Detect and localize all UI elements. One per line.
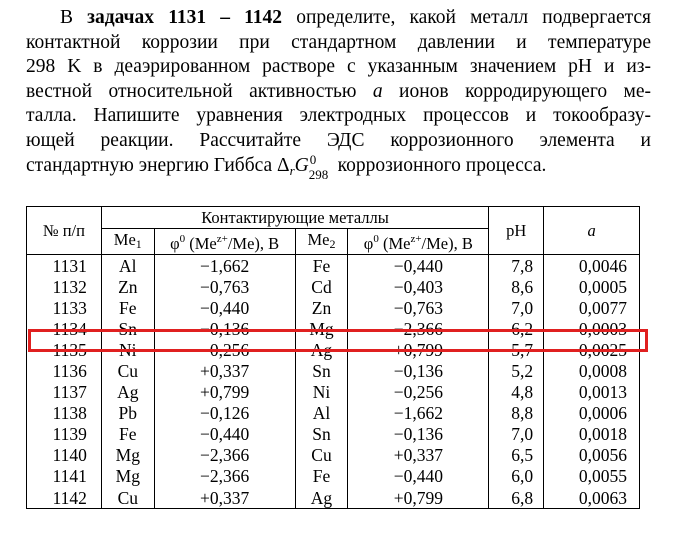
cell-phi1: −0,763 xyxy=(154,276,295,297)
cell-ph: 7,0 xyxy=(489,297,544,318)
table-row xyxy=(27,382,640,403)
cell-me2: Mg xyxy=(295,318,348,339)
cell-num: 1142 xyxy=(27,487,102,509)
table-row xyxy=(27,487,640,509)
phi-superscript: 0 xyxy=(373,233,379,245)
cell-phi1: −0,136 xyxy=(154,318,295,339)
bold-problem-range: задачах 1131 – 1142 xyxy=(87,7,283,28)
cell-phi1: +0,337 xyxy=(154,487,295,509)
gibbs-symbol: G xyxy=(294,154,309,176)
table-row xyxy=(27,403,640,424)
cell-phi1: −0,256 xyxy=(154,339,295,360)
header-phi2 xyxy=(348,229,489,255)
cell-me1: Pb xyxy=(101,403,154,424)
cell-me2: Cu xyxy=(295,445,348,466)
cell-activity: 0,0055 xyxy=(544,466,640,487)
cell-phi2: −0,403 xyxy=(348,276,489,297)
cell-activity: 0,0003 xyxy=(544,318,640,339)
cell-phi2: −0,440 xyxy=(348,466,489,487)
cell-me1: Ag xyxy=(101,382,154,403)
gibbs-superscript: 0 xyxy=(309,151,317,167)
cell-num: 1136 xyxy=(27,360,102,381)
statement-line-3: 298 K в деаэрированном растворе с указанным значением pH и из- xyxy=(26,56,651,78)
statement-line-4 xyxy=(26,80,651,105)
cell-phi1: −2,366 xyxy=(154,445,295,466)
cell-phi2: −0,256 xyxy=(348,382,489,403)
cell-activity: 0,0063 xyxy=(544,487,640,509)
cell-phi2: −0,763 xyxy=(348,297,489,318)
header-num: № п/п xyxy=(27,207,102,255)
cell-me2: Al xyxy=(295,403,348,424)
charge-superscript: z+ xyxy=(216,233,228,245)
cell-num: 1134 xyxy=(27,318,102,339)
cell-phi2: −1,662 xyxy=(348,403,489,424)
cell-phi1: +0,799 xyxy=(154,382,295,403)
cell-num: 1140 xyxy=(27,445,102,466)
text-fragment: определите, какой металл подвергается xyxy=(282,7,651,28)
cell-me1: Sn xyxy=(101,318,154,339)
table-row xyxy=(27,445,640,466)
header-me2 xyxy=(295,229,348,255)
text-fragment: вестной относительной активностью xyxy=(26,80,373,102)
cell-phi1: +0,337 xyxy=(154,360,295,381)
cell-me2: Sn xyxy=(295,424,348,445)
delta-symbol: Δ xyxy=(277,154,290,176)
cell-me1: Cu xyxy=(101,487,154,509)
cell-phi1: −0,440 xyxy=(154,297,295,318)
header-me1 xyxy=(101,229,154,255)
me2-subscript: 2 xyxy=(329,236,336,251)
cell-ph: 7,0 xyxy=(489,424,544,445)
cell-phi1: −0,440 xyxy=(154,424,295,445)
gibbs-subscript: 298 xyxy=(308,166,329,182)
cell-ph: 6,0 xyxy=(489,466,544,487)
cell-activity: 0,0013 xyxy=(544,382,640,403)
problem-statement xyxy=(26,6,651,183)
cell-ph: 4,8 xyxy=(489,382,544,403)
cell-me2: Sn xyxy=(295,360,348,381)
cell-me2: Fe xyxy=(295,466,348,487)
header-activity: a xyxy=(544,207,640,255)
table-row xyxy=(27,339,640,360)
table-row xyxy=(27,297,640,318)
cell-me1: Zn xyxy=(101,276,154,297)
cell-phi1: −1,662 xyxy=(154,255,295,277)
table-row xyxy=(27,276,640,297)
gibbs-scripts xyxy=(308,151,333,182)
cell-phi2: +0,799 xyxy=(348,339,489,360)
phi-symbol: φ xyxy=(170,234,180,253)
cell-ph: 5,2 xyxy=(489,360,544,381)
cell-ph: 7,8 xyxy=(489,255,544,277)
cell-me2: Cd xyxy=(295,276,348,297)
cell-ph: 6,8 xyxy=(489,487,544,509)
cell-num: 1137 xyxy=(27,382,102,403)
cell-activity: 0,0056 xyxy=(544,445,640,466)
cell-activity: 0,0018 xyxy=(544,424,640,445)
cell-num: 1133 xyxy=(27,297,102,318)
phi-mid: (Me xyxy=(185,234,217,253)
cell-me1: Cu xyxy=(101,360,154,381)
statement-line-6: ющей реакции. Рассчитайте ЭДС коррозионного элемента и xyxy=(26,129,651,151)
cell-me1: Mg xyxy=(101,445,154,466)
table-row xyxy=(27,255,640,277)
activity-symbol: a xyxy=(372,80,383,102)
phi-mid: (Me xyxy=(378,234,411,253)
cell-ph: 8,6 xyxy=(489,276,544,297)
text-fragment: коррозионного процесса. xyxy=(332,154,547,176)
phi-superscript: 0 xyxy=(179,233,186,245)
phi-end: /Me), В xyxy=(421,234,473,253)
cell-activity: 0,0008 xyxy=(544,360,640,381)
cell-me2: Ag xyxy=(295,339,348,360)
phi-symbol: φ xyxy=(363,234,374,253)
header-ph: pH xyxy=(489,207,544,255)
statement-line-5: талла. Напишите уравнения электродных процессов и токообразу- xyxy=(26,105,651,127)
cell-num: 1135 xyxy=(27,339,102,360)
cell-phi2: +0,799 xyxy=(348,487,489,509)
table-row-highlighted xyxy=(27,318,640,339)
cell-phi1: −2,366 xyxy=(154,466,295,487)
statement-line-1 xyxy=(26,6,651,31)
cell-ph: 8,8 xyxy=(489,403,544,424)
cell-num: 1132 xyxy=(27,276,102,297)
text-fragment: ионов корродирующего ме- xyxy=(382,80,652,102)
cell-activity: 0,0006 xyxy=(544,403,640,424)
cell-activity: 0,0077 xyxy=(544,297,640,318)
table-row xyxy=(27,360,640,381)
cell-num: 1131 xyxy=(27,255,102,277)
cell-activity: 0,0025 xyxy=(544,339,640,360)
me1-label: Me xyxy=(113,229,136,249)
cell-me2: Fe xyxy=(295,255,348,277)
cell-me2: Zn xyxy=(295,297,348,318)
cell-ph: 6,2 xyxy=(489,318,544,339)
cell-me1: Al xyxy=(101,255,154,277)
metals-table xyxy=(26,206,640,509)
cell-ph: 5,7 xyxy=(489,339,544,360)
cell-me2: Ni xyxy=(295,382,348,403)
cell-phi2: +0,337 xyxy=(348,445,489,466)
table-row xyxy=(27,424,640,445)
cell-phi2: −0,440 xyxy=(348,255,489,277)
cell-me1: Ni xyxy=(101,339,154,360)
cell-me1: Mg xyxy=(101,466,154,487)
cell-phi1: −0,126 xyxy=(154,403,295,424)
cell-num: 1139 xyxy=(27,424,102,445)
phi-end: /Me), В xyxy=(227,234,280,253)
cell-phi2: −0,136 xyxy=(348,424,489,445)
delta-subscript: r xyxy=(289,162,295,178)
text-fragment: В xyxy=(60,7,88,28)
cell-me1: Fe xyxy=(101,424,154,445)
cell-num: 1138 xyxy=(27,403,102,424)
me2-label: Me xyxy=(307,229,330,249)
cell-me2: Ag xyxy=(295,487,348,509)
charge-superscript: z+ xyxy=(410,233,422,245)
cell-ph: 6,5 xyxy=(489,445,544,466)
cell-activity: 0,0046 xyxy=(544,255,640,277)
cell-phi2: −0,136 xyxy=(348,360,489,381)
cell-phi2: −2,366 xyxy=(348,318,489,339)
statement-line-2: контактной коррозии при стандартном давлении и температуре xyxy=(26,31,651,53)
table-row xyxy=(27,466,640,487)
text-fragment: стандартную энергию Гиббса xyxy=(26,154,278,176)
cell-activity: 0,0005 xyxy=(544,276,640,297)
statement-line-7 xyxy=(26,151,651,184)
cell-me1: Fe xyxy=(101,297,154,318)
cell-num: 1141 xyxy=(27,466,102,487)
header-contact-metals: Контактирующие металлы xyxy=(101,207,488,229)
header-phi1 xyxy=(154,229,295,255)
me1-subscript: 1 xyxy=(135,236,142,251)
